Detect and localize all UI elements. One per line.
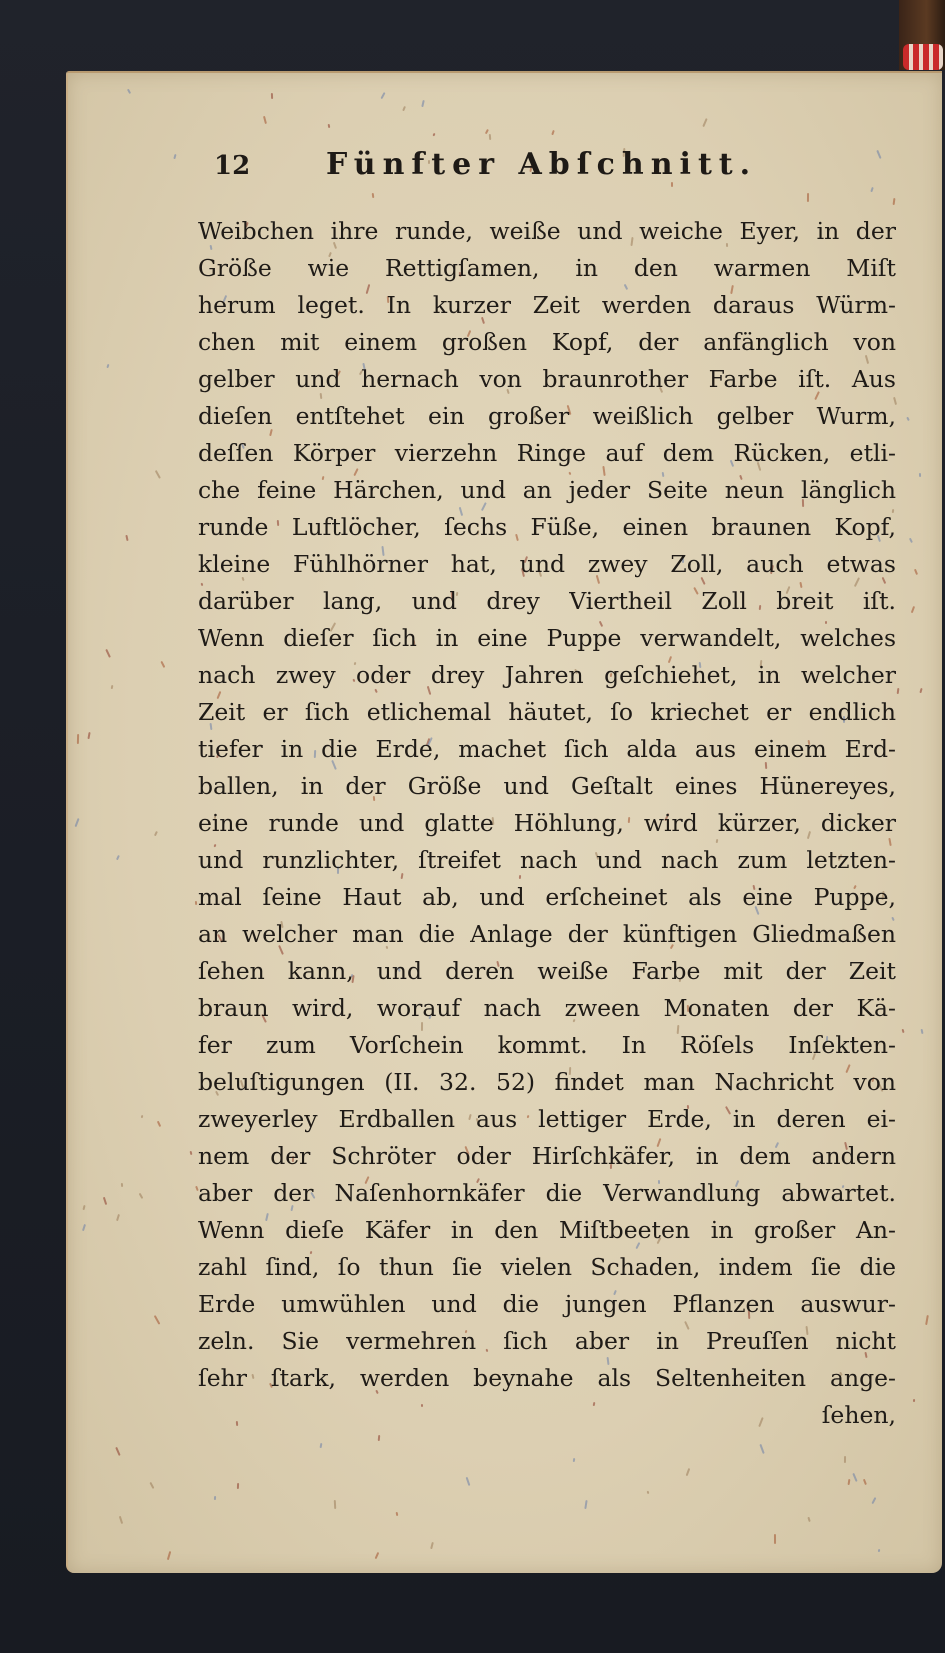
paper-fleck bbox=[150, 1482, 155, 1489]
paper-fleck bbox=[127, 89, 131, 94]
paper-fleck bbox=[103, 1197, 107, 1205]
text-line: ſehr ſtark, werden beynahe als Seltenheiten ange- bbox=[198, 1364, 896, 1392]
paper-fleck bbox=[154, 831, 157, 836]
paper-fleck bbox=[871, 186, 874, 192]
paper-fleck bbox=[116, 855, 119, 860]
paper-fleck bbox=[118, 1516, 122, 1524]
paper-fleck bbox=[844, 1456, 846, 1463]
paper-fleck bbox=[372, 193, 374, 198]
text-line: beluſtigungen (II. 32. 52) findet man Nachricht von bbox=[198, 1068, 896, 1096]
paper-fleck bbox=[909, 538, 913, 543]
paper-fleck bbox=[173, 154, 176, 159]
paper-fleck bbox=[485, 129, 488, 134]
text-line: Wenn dieſe Käfer in den Miſtbeeten in großer An- bbox=[198, 1216, 896, 1244]
text-line: aber der Naſenhornkäfer die Verwandlung abwartet. bbox=[198, 1179, 896, 1207]
paper-fleck bbox=[319, 1443, 321, 1448]
text-line: herum leget. In kurzer Zeit werden daraus Würm- bbox=[198, 291, 896, 319]
paper-fleck bbox=[911, 606, 915, 613]
paper-fleck bbox=[925, 1315, 928, 1325]
paper-fleck bbox=[876, 150, 881, 159]
paper-fleck bbox=[872, 1497, 876, 1504]
paper-fleck bbox=[110, 685, 112, 690]
page-number: 12 bbox=[214, 151, 251, 181]
paper-fleck bbox=[402, 106, 405, 112]
paper-fleck bbox=[195, 901, 197, 905]
paper-fleck bbox=[919, 473, 921, 477]
paper-fleck bbox=[848, 1479, 850, 1485]
paper-fleck bbox=[154, 1316, 160, 1325]
paper-fleck bbox=[572, 1458, 574, 1462]
text-line: mal ſeine Haut ab, und erſcheinet als eine Puppe, bbox=[198, 883, 896, 911]
paper-fleck bbox=[138, 1193, 142, 1199]
text-line: und runzlichter, ſtreifet nach und nach zum letzten- bbox=[198, 846, 896, 874]
paper-fleck bbox=[155, 471, 161, 480]
text-line: kleine Fühlhörner hat, und zwey Zoll, auch etwas bbox=[198, 550, 896, 578]
paper-fleck bbox=[806, 193, 808, 202]
paper-fleck bbox=[263, 116, 267, 124]
paper-fleck bbox=[125, 535, 128, 541]
paper-fleck bbox=[76, 734, 78, 744]
text-line: zahl ſind, ſo thun ſie vielen Schaden, indem ſie die bbox=[198, 1253, 896, 1281]
bookmark-ribbon bbox=[903, 44, 943, 70]
paper-fleck bbox=[167, 1551, 171, 1561]
paper-fleck bbox=[685, 1468, 689, 1476]
paper-fleck bbox=[422, 100, 425, 107]
paper-fleck bbox=[702, 118, 707, 127]
text-line: zweyerley Erdballen aus lettiger Erde, in deren ei- bbox=[198, 1105, 896, 1133]
text-line: fer zum Vorſchein kommt. In Röſels Inſekten- bbox=[198, 1031, 896, 1059]
paper-fleck bbox=[897, 688, 899, 695]
text-line: zeln. Sie vermehren ſich aber in Preuſſen nicht bbox=[198, 1327, 896, 1355]
paper-fleck bbox=[863, 1478, 867, 1485]
text-line: braun wird, worauf nach zween Monaten der Kä- bbox=[198, 994, 896, 1022]
paper-fleck bbox=[121, 1183, 123, 1187]
paper-fleck bbox=[375, 1552, 379, 1559]
text-line: Wenn dieſer ſich in eine Puppe verwandelt, welches bbox=[198, 624, 896, 652]
text-line: eine runde und glatte Höhlung, wird kürzer, dicker bbox=[198, 809, 896, 837]
paper-fleck bbox=[157, 1121, 161, 1127]
paper-fleck bbox=[432, 133, 435, 136]
text-line: nem der Schröter oder Hirſchkäfer, in dem andern bbox=[198, 1142, 896, 1170]
paper-fleck bbox=[489, 134, 491, 140]
paper-fleck bbox=[140, 1115, 142, 1119]
paper-fleck bbox=[646, 1491, 648, 1494]
text-line: Erde umwühlen und die jungen Pflanzen auswur- bbox=[198, 1290, 896, 1318]
paper-fleck bbox=[87, 732, 90, 740]
text-line: runde Luftlöcher, ſechs Füße, einen braunen Kopf, bbox=[198, 513, 896, 541]
paper-fleck bbox=[919, 688, 922, 693]
paper-fleck bbox=[380, 92, 385, 99]
paper-fleck bbox=[466, 1477, 470, 1486]
paper-fleck bbox=[106, 364, 108, 368]
page-header bbox=[214, 147, 854, 187]
catchword-line: ſehen, bbox=[821, 1401, 896, 1429]
paper-fleck bbox=[907, 417, 910, 421]
body-text bbox=[198, 213, 896, 1434]
paper-fleck bbox=[914, 569, 918, 575]
paper-fleck bbox=[237, 1483, 239, 1489]
paper-fleck bbox=[551, 130, 554, 135]
paper-fleck bbox=[82, 1224, 86, 1231]
paper-fleck bbox=[83, 1205, 86, 1211]
paper-fleck bbox=[760, 1444, 765, 1454]
running-head: Fünfter Abſchnitt. bbox=[326, 147, 758, 182]
paper-fleck bbox=[105, 649, 110, 657]
paper-fleck bbox=[395, 1512, 397, 1517]
text-line: tiefer in die Erde, machet ſich alda aus einem Erd- bbox=[198, 735, 896, 763]
paper-fleck bbox=[901, 1029, 903, 1033]
paper-fleck bbox=[585, 1500, 588, 1509]
text-line: deſſen Körper vierzehn Ringe auf dem Rücken, etli- bbox=[198, 439, 896, 467]
text-line: ballen, in der Größe und Geſtalt eines Hünereyes, bbox=[198, 772, 896, 800]
paper-fleck bbox=[328, 124, 330, 129]
paper-fleck bbox=[921, 1029, 923, 1034]
paper-fleck bbox=[774, 1534, 776, 1544]
paper-fleck bbox=[189, 1150, 191, 1154]
text-line: Größe wie Rettigſamen, in den warmen Miſt bbox=[198, 254, 896, 282]
text-line: an welcher man die Anlage der künftigen Gliedmaßen bbox=[198, 920, 896, 948]
paper-fleck bbox=[808, 1517, 811, 1522]
text-line: chen mit einem großen Kopf, der anfänglich von bbox=[198, 328, 896, 356]
paper-fleck bbox=[271, 93, 273, 99]
paper-fleck bbox=[116, 1447, 121, 1456]
paper-fleck bbox=[913, 1399, 915, 1403]
paper-fleck bbox=[378, 1435, 380, 1441]
paper-fleck bbox=[160, 661, 165, 668]
text-line: Zeit er ſich etlichemal häutet, ſo kriechet er endlich bbox=[198, 698, 896, 726]
paper-fleck bbox=[213, 1496, 215, 1500]
paper-fleck bbox=[116, 1214, 120, 1221]
text-line: nach zwey oder drey Jahren geſchiehet, in welcher bbox=[198, 661, 896, 689]
paper-fleck bbox=[877, 1549, 879, 1553]
text-line: che feine Härchen, und an jeder Seite neun länglich bbox=[198, 476, 896, 504]
book-page bbox=[66, 71, 942, 1573]
text-line: gelber und hernach von braunrother Farbe iſt. Aus bbox=[198, 365, 896, 393]
paper-fleck bbox=[74, 818, 79, 827]
paper-fleck bbox=[852, 1473, 857, 1482]
text-line: Weibchen ihre runde, weiße und weiche Eyer, in der bbox=[198, 217, 896, 245]
text-line: darüber lang, und drey Viertheil Zoll breit iſt. bbox=[198, 587, 896, 615]
paper-fleck bbox=[430, 1542, 433, 1549]
paper-fleck bbox=[892, 198, 894, 205]
text-line: dieſen entſtehet ein großer weißlich gelber Wurm, bbox=[198, 402, 896, 430]
text-line: ſehen kann, und deren weiße Farbe mit der Zeit bbox=[198, 957, 896, 985]
paper-fleck bbox=[334, 1500, 336, 1509]
